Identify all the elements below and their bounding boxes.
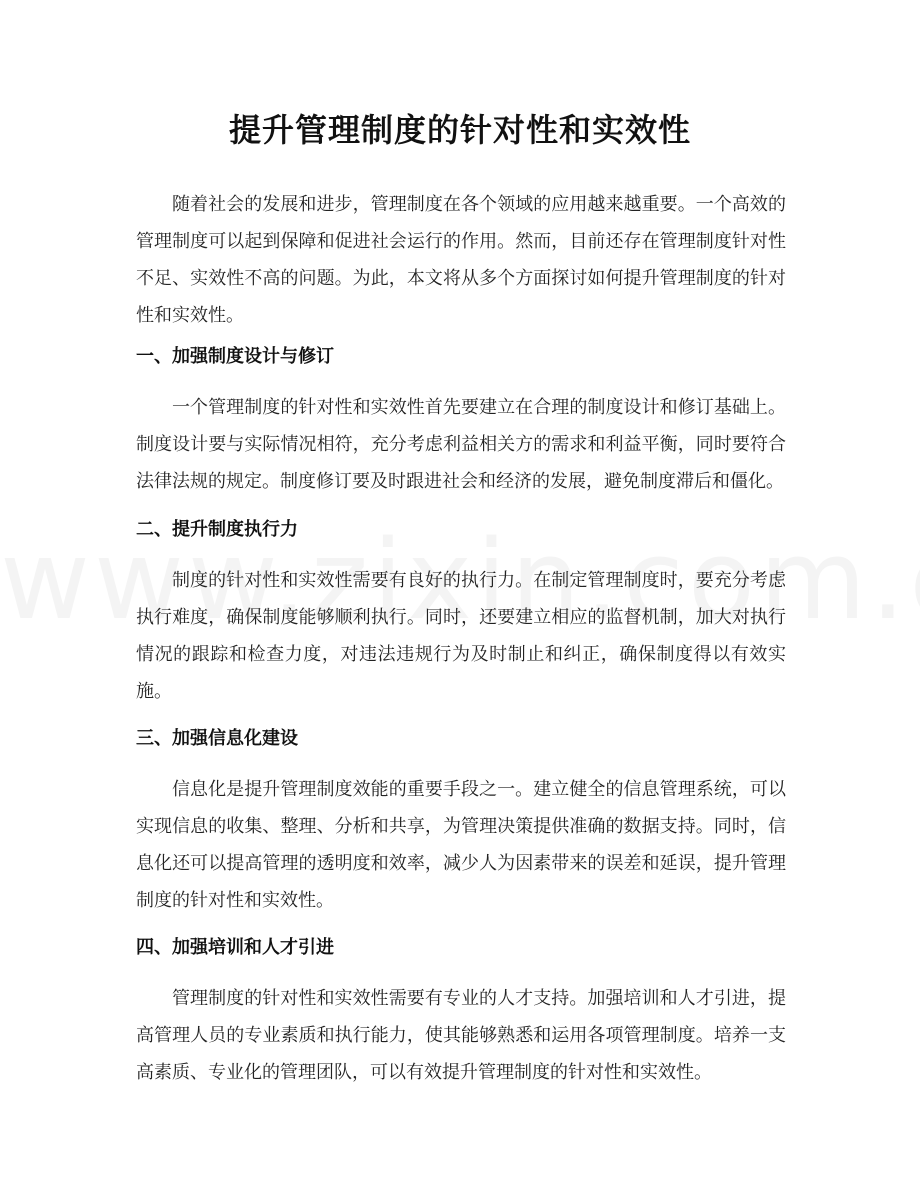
section-paragraph: 管理制度的针对性和实效性需要有专业的人才支持。加强培训和人才引进，提高管理人员的专业素质和执行能力，使其能够熟悉和运用各项管理制度。培养一支高素质、专业化的管理团队，可以有效提升管理制度的针对性和实效性。	[136, 988, 786, 1083]
section-3-heading-block	[136, 724, 786, 754]
intro-block	[136, 186, 786, 334]
section-heading: 四、加强培训和人才引进	[136, 937, 334, 958]
section-paragraph: 一个管理制度的针对性和实效性首先要建立在合理的制度设计和修订基础上。制度设计要与实际情况相符，充分考虑利益相关方的需求和利益平衡，同时要符合法律法规的规定。制度修订要及时跟进社会和经济的发展，避免制度滞后和僵化。	[136, 397, 786, 492]
section-2-heading-block	[136, 515, 786, 545]
section-1-heading-block	[136, 342, 786, 372]
section-heading: 一、加强制度设计与修订	[136, 346, 334, 367]
section-heading: 三、加强信息化建设	[136, 728, 298, 749]
section-paragraph: 制度的针对性和实效性需要有良好的执行力。在制定管理制度时，要充分考虑执行难度，确保制度能够顺利执行。同时，还要建立相应的监督机制，加大对执行情况的跟踪和检查力度，对违法违规行为及时制止和纠正，确保制度得以有效实施。	[136, 570, 786, 702]
section-1-body-block	[136, 389, 786, 500]
section-2-body-block	[136, 562, 786, 710]
section-4-heading-block	[136, 933, 786, 963]
document-title: 提升管理制度的针对性和实效性	[228, 111, 691, 149]
section-4-body-block	[136, 980, 786, 1091]
section-3-body-block	[136, 771, 786, 919]
section-paragraph: 信息化是提升管理制度效能的重要手段之一。建立健全的信息管理系统，可以实现信息的收集、整理、分析和共享，为管理决策提供准确的数据支持。同时，信息化还可以提高管理的透明度和效率，减少人为因素带来的误差和延误，提升管理制度的针对性和实效性。	[136, 779, 786, 911]
intro-paragraph: 随着社会的发展和进步，管理制度在各个领域的应用越来越重要。一个高效的管理制度可以起到保障和促进社会运行的作用。然而，目前还存在管理制度针对性不足、实效性不高的问题。为此，本文将从多个方面探讨如何提升管理制度的针对性和实效性。	[136, 194, 786, 326]
section-heading: 二、提升制度执行力	[136, 519, 298, 540]
